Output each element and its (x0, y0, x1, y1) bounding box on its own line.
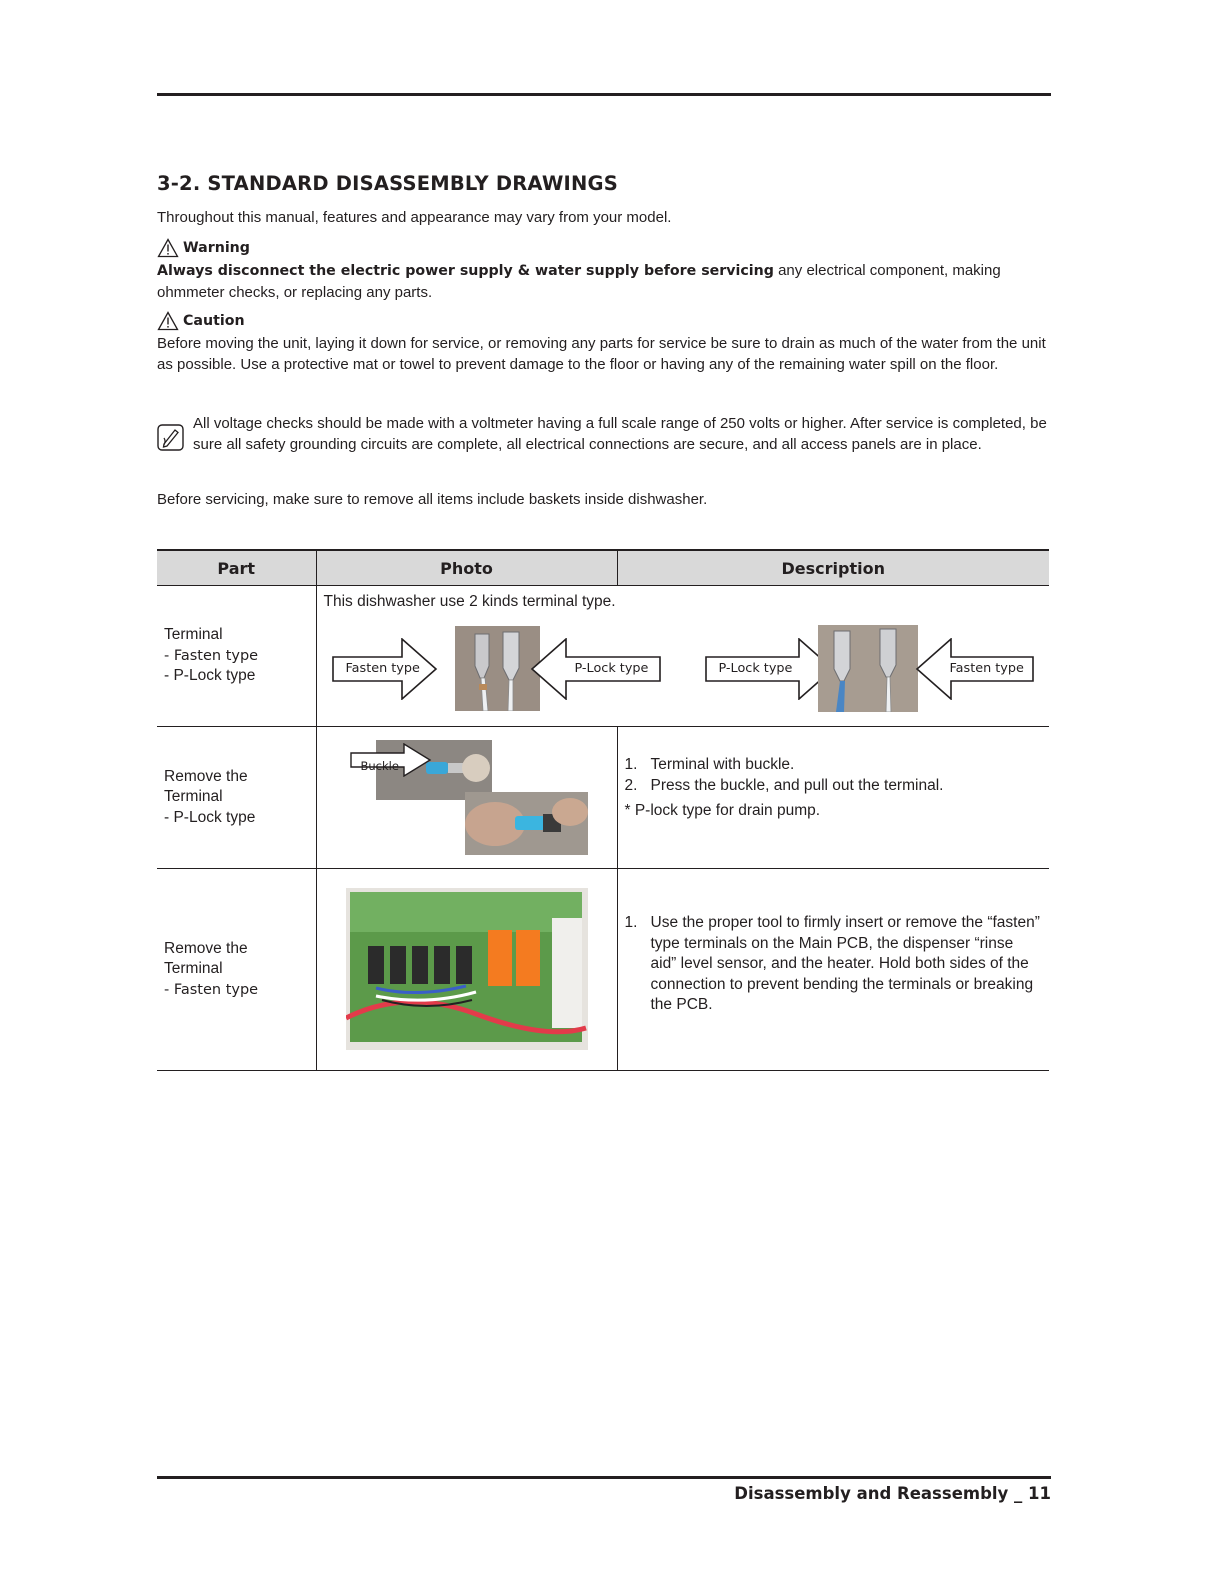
table-row (157, 727, 1049, 869)
part-title: Remove the (164, 939, 248, 957)
warning-label-row (157, 238, 250, 258)
before-servicing-text: Before servicing, make sure to remove all items include baskets inside dishwasher. (157, 491, 708, 508)
header-description: Description (617, 550, 1049, 586)
top-rule (157, 93, 1051, 96)
caution-triangle-icon (157, 311, 179, 331)
plock-description-cell (617, 727, 1049, 869)
disassembly-table (157, 549, 1049, 1071)
caution-label-row (157, 311, 245, 331)
table-row (157, 869, 1049, 1071)
part-title: Terminal (164, 960, 223, 978)
intro-text: Throughout this manual, features and appearance may vary from your model. (157, 209, 672, 226)
fasten-steps-list (625, 913, 1050, 1016)
part-cell (157, 869, 316, 1071)
plock-photo-cell (316, 727, 617, 869)
plock-steps-list (625, 755, 1050, 796)
buckle-label: Buckle (360, 759, 399, 773)
list-item: 2. Press the buckle, and pull out the terminal. (624, 776, 944, 794)
fasten-plock-terminal-photo (455, 626, 540, 711)
main-pcb-photo (346, 888, 588, 1050)
table-row (157, 586, 1049, 727)
plock-note: * P-lock type for drain pump. (624, 802, 821, 819)
part-title: Remove the (164, 767, 248, 785)
note-pencil-icon (157, 424, 184, 451)
fasten-description-cell (617, 869, 1049, 1071)
arrow-label: P-Lock type (718, 661, 793, 676)
part-sub: - Fasten type (164, 981, 259, 998)
terminal-types-cell (316, 586, 1049, 727)
page-footer: Disassembly and Reassembly _ 11 (734, 1484, 1051, 1503)
warning-triangle-icon (157, 238, 179, 258)
plock-fasten-terminal-photo (818, 625, 918, 712)
arrow-label: Fasten type (345, 661, 420, 676)
pcb-photo-cell (316, 869, 617, 1071)
warning-bold-text: Always disconnect the electric power supply & water supply before servicing (157, 263, 774, 279)
part-sub: - P-Lock type (164, 667, 256, 685)
note-text: All voltage checks should be made with a voltmeter having a full scale range of 250 volts or higher. After service is completed, be sure all safety grounding circuits are complete, all electrical connections are secure, and all access panels are in place. (193, 415, 1047, 453)
arrow-label: P-Lock type (574, 661, 649, 676)
part-title: Terminal (164, 788, 223, 806)
section-title: 3-2. STANDARD DISASSEMBLY DRAWINGS (157, 172, 618, 195)
header-photo: Photo (316, 550, 617, 586)
bottom-rule (157, 1476, 1051, 1479)
caution-text: Before moving the unit, laying it down for service, or removing any parts for service be sure to drain as much of the water from the unit as possible. Use a protective mat or towel to prevent damage to the floor or having any of the remaining water spill on the floor. (157, 335, 1046, 373)
warning-text (157, 260, 1049, 303)
press-buckle-photo (465, 792, 588, 855)
arrow-label: Fasten type (949, 661, 1024, 676)
part-cell (157, 586, 316, 727)
terminal-intro-text: This dishwasher use 2 kinds terminal type. (323, 593, 616, 610)
caution-label: Caution (183, 313, 245, 329)
list-item: 1. Use the proper tool to firmly insert or remove the “fasten” type terminals on the Main PCB, the dispenser “rinse aid” level sensor, and the heater. Hold both sides of the connection to prevent bending the terminals or breaking the PCB. (624, 914, 1040, 1014)
list-item: 1. Terminal with buckle. (624, 756, 795, 773)
part-cell (157, 727, 316, 869)
part-sub: - Fasten type (164, 647, 259, 664)
part-sub: - P-Lock type (164, 808, 256, 826)
table-header-row (157, 550, 1049, 586)
header-part: Part (157, 550, 316, 586)
part-title: Terminal (164, 626, 223, 644)
warning-label: Warning (183, 240, 250, 256)
warning-normal-text: any electrical component, making ohmmeter checks, or replacing any parts. (157, 262, 1001, 301)
